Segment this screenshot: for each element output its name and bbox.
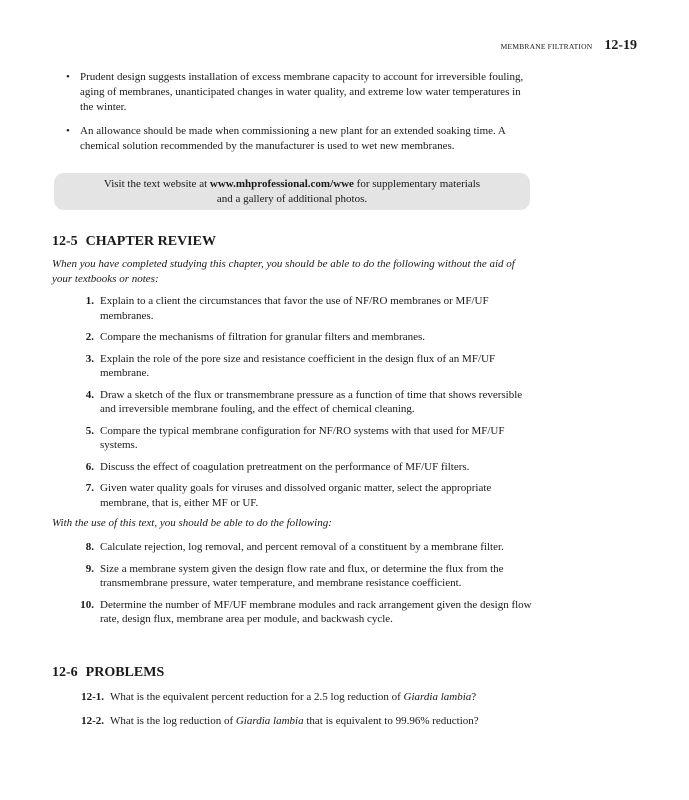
item-number: 4. [85, 388, 94, 401]
problem-text [110, 714, 534, 729]
item-text: Draw a sketch of the flux or transmembrane pressure as a function of time that shows reversible and irreversible membrane fouling, and the effect of chemical cleaning. [100, 388, 523, 415]
callout-text-post: for supplementary materials [353, 177, 481, 190]
item-number: 9. [85, 562, 94, 575]
page-header [501, 38, 637, 54]
problem-text [110, 690, 534, 705]
problem-text-italic: Giardia lambia [403, 691, 472, 703]
item-text: Size a membrane system given the design flow rate and flux, or determine the flux from the transmembrane pressure, water temperature, and membrane resistance coefficient. [100, 562, 504, 589]
list-item [52, 562, 534, 591]
item-text: Explain to a client the circumstances that favor the use of NF/RO membranes or MF/UF membranes. [100, 295, 489, 322]
item-number: 7. [85, 482, 94, 494]
problem-text-pre: What is the equivalent percent reduction for a 2.5 log reduction of [110, 691, 404, 703]
item-number: 10. [80, 598, 94, 611]
problem-number: 12-1. [81, 691, 104, 703]
list-item [52, 352, 534, 381]
list-item [52, 460, 534, 475]
list-item [52, 424, 534, 453]
item-number: 5. [85, 424, 94, 437]
design-notes-list [66, 70, 536, 163]
item-number: 1. [85, 295, 94, 307]
item-text: Explain the role of the pore size and resistance coefficient in the design flux of an MF/UF membrane. [100, 352, 496, 379]
section-number: 12-5 [52, 234, 78, 249]
page-number: 12-19 [604, 38, 637, 53]
item-text: Given water quality goals for viruses and dissolved organic matter, select the appropriate membrane, that is, either MF or UF. [100, 482, 492, 509]
list-item [52, 481, 534, 510]
list-item [52, 540, 534, 555]
item-text: Compare the typical membrane configuration for NF/RO systems with that used for MF/UF systems. [100, 424, 505, 451]
list-item [52, 388, 534, 417]
bullet-item: • Prudent design suggests installation of excess membrane capacity to account for irreversible fouling, aging of membranes, unanticipated changes in water quality, and extreme low water temperatures in the winter. [66, 70, 536, 115]
problem-text-post: that is equivalent to 99.96% reduction? [303, 715, 479, 727]
running-title: MEMBRANE FILTRATION [500, 42, 593, 51]
list-item [52, 294, 534, 323]
item-number: 3. [85, 352, 94, 365]
list-item [52, 330, 534, 345]
section-title: PROBLEMS [85, 665, 165, 680]
callout-text-pre: Visit the text website at [103, 177, 210, 190]
website-callout-box [54, 173, 530, 210]
review-objectives-list [52, 294, 534, 517]
chapter-review-heading [52, 234, 216, 250]
bullet-item: • An allowance should be made when commissioning a new plant for an extended soaking time. A chemical solution recommended by the manufacturer is used to wet new membranes. [66, 124, 536, 154]
section-title: CHAPTER REVIEW [85, 234, 216, 249]
problem-text-italic: Giardia lambia [235, 715, 304, 727]
callout-line-1 [54, 177, 530, 192]
item-number: 8. [85, 541, 94, 553]
review-intro: When you have completed studying this chapter, you should be able to do the following without the aid of your textbooks or notes: [52, 258, 515, 285]
item-text: Calculate rejection, log removal, and percent removal of a constituent by a membrane filter. [100, 541, 504, 553]
problems-heading [52, 665, 164, 681]
list-item [52, 598, 534, 627]
review-intro-2: With the use of this text, you should be able to do the following: [52, 517, 332, 529]
problems-list [52, 690, 534, 738]
problem-item [52, 714, 534, 729]
website-link[interactable]: www.mhprofessional.com/wwe [209, 177, 354, 190]
item-text: Compare the mechanisms of filtration for granular filters and membranes. [100, 331, 426, 343]
problem-item [52, 690, 534, 705]
problem-text-post: ? [471, 691, 477, 703]
item-number: 2. [85, 331, 94, 343]
item-text: Discuss the effect of coagulation pretreatment on the performance of MF/UF filters. [100, 460, 470, 473]
item-text: Determine the number of MF/UF membrane modules and rack arrangement given the design flow rate, design flux, membrane area per module, and backwash cycle. [100, 598, 532, 625]
item-number: 6. [85, 460, 94, 473]
problem-text-pre: What is the log reduction of [110, 715, 236, 727]
review-objectives-list-2 [52, 540, 534, 634]
callout-line-2: and a gallery of additional photos. [216, 192, 368, 205]
section-number: 12-6 [52, 665, 78, 680]
problem-number: 12-2. [81, 715, 104, 727]
